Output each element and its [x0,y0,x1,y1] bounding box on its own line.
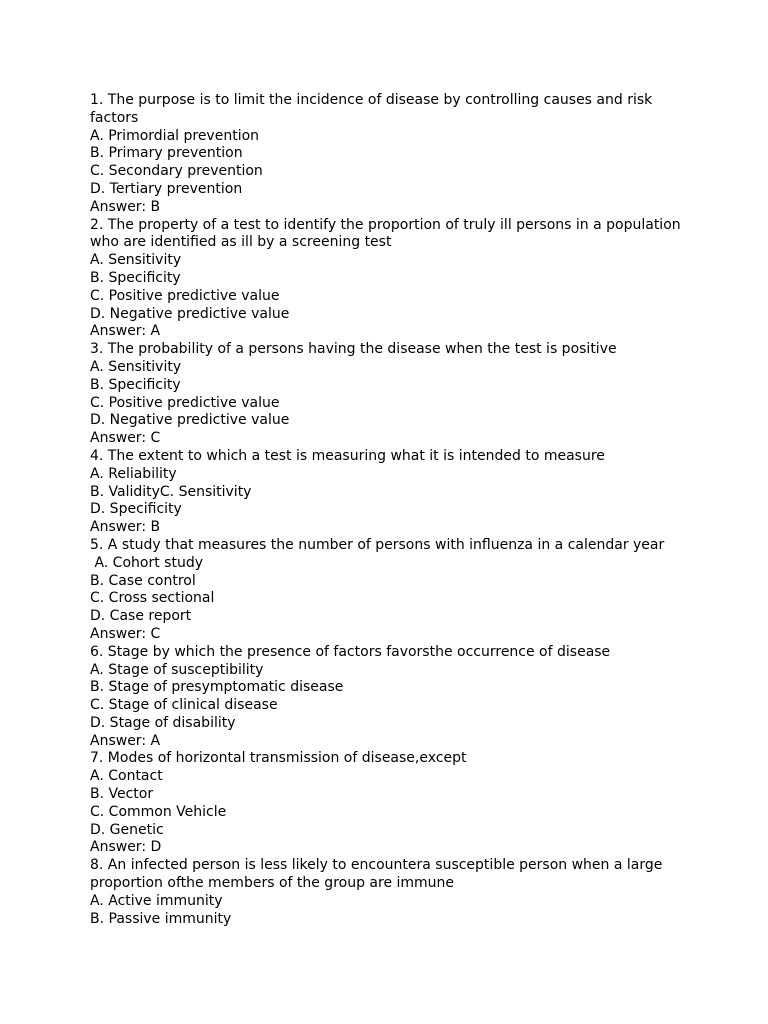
question-8-option-b: B. Passive immunity [90,910,232,927]
question-6-option-a: A. Stage of susceptibility [90,661,264,678]
question-5-option-a: A. Cohort study [90,554,203,571]
question-7-text: 7. Modes of horizontal transmission of disease,except [90,750,467,767]
question-6-option-b: B. Stage of presymptomatic disease [90,679,344,696]
question-6-option-d: D. Stage of disability [90,714,236,731]
question-5-answer: Answer: C [90,625,161,642]
question-1-option-b: B. Primary prevention [90,145,243,162]
question-2-answer: Answer: A [90,323,161,340]
question-8-text-cont: proportion ofthe members of the group are immune [90,875,455,892]
question-1-option-d: D. Tertiary prevention [90,180,243,197]
question-2-option-a: A. Sensitivity [90,252,182,269]
question-1-option-c: C. Secondary prevention [90,163,263,180]
question-3-option-a: A. Sensitivity [90,358,182,375]
question-6-text: 6. Stage by which the presence of factors favorsthe occurrence of disease [90,643,611,660]
question-7-option-c: C. Common Vehicle [90,803,227,820]
question-3-text: 3. The probability of a persons having the disease when the test is positive [90,341,617,358]
question-7-option-d: D. Genetic [90,821,164,838]
question-6-option-c: C. Stage of clinical disease [90,697,278,714]
question-4-option-b-c: B. ValidityC. Sensitivity [90,483,252,500]
question-1-text-cont: factors [90,109,139,126]
question-3-option-d: D. Negative predictive value [90,412,290,429]
question-7-option-b: B. Vector [90,786,154,803]
question-4-answer: Answer: B [90,519,161,536]
question-1-answer: Answer: B [90,198,161,215]
question-5-option-c: C. Cross sectional [90,590,215,607]
question-5-option-d: D. Case report [90,608,192,625]
question-7-answer: Answer: D [90,839,162,856]
question-4-text: 4. The extent to which a test is measuring what it is intended to measure [90,447,605,464]
question-4-option-d: D. Specificity [90,501,182,518]
question-1-text: 1. The purpose is to limit the incidence of disease by controlling causes and risk [90,92,653,108]
document-page [90,92,690,928]
question-2-text: 2. The property of a test to identify the proportion of truly ill persons in a population [90,216,681,233]
question-7-option-a: A. Contact [90,768,163,785]
question-1-option-a: A. Primordial prevention [90,127,260,144]
question-2-option-b: B. Specificity [90,269,181,286]
question-5-option-b: B. Case control [90,572,196,589]
question-8-option-a: A. Active immunity [90,892,223,909]
question-3-option-b: B. Specificity [90,376,181,393]
question-4-option-a: A. Reliability [90,465,177,482]
question-3-answer: Answer: C [90,430,161,447]
question-8-text: 8. An infected person is less likely to encountera susceptible person when a large [90,857,663,874]
question-5-text: 5. A study that measures the number of persons with influenza in a calendar year [90,536,665,553]
question-3-option-c: C. Positive predictive value [90,394,280,411]
question-2-text-cont: who are identified as ill by a screening test [90,234,392,251]
question-2-option-d: D. Negative predictive value [90,305,290,322]
question-2-option-c: C. Positive predictive value [90,287,280,304]
question-6-answer: Answer: A [90,732,161,749]
